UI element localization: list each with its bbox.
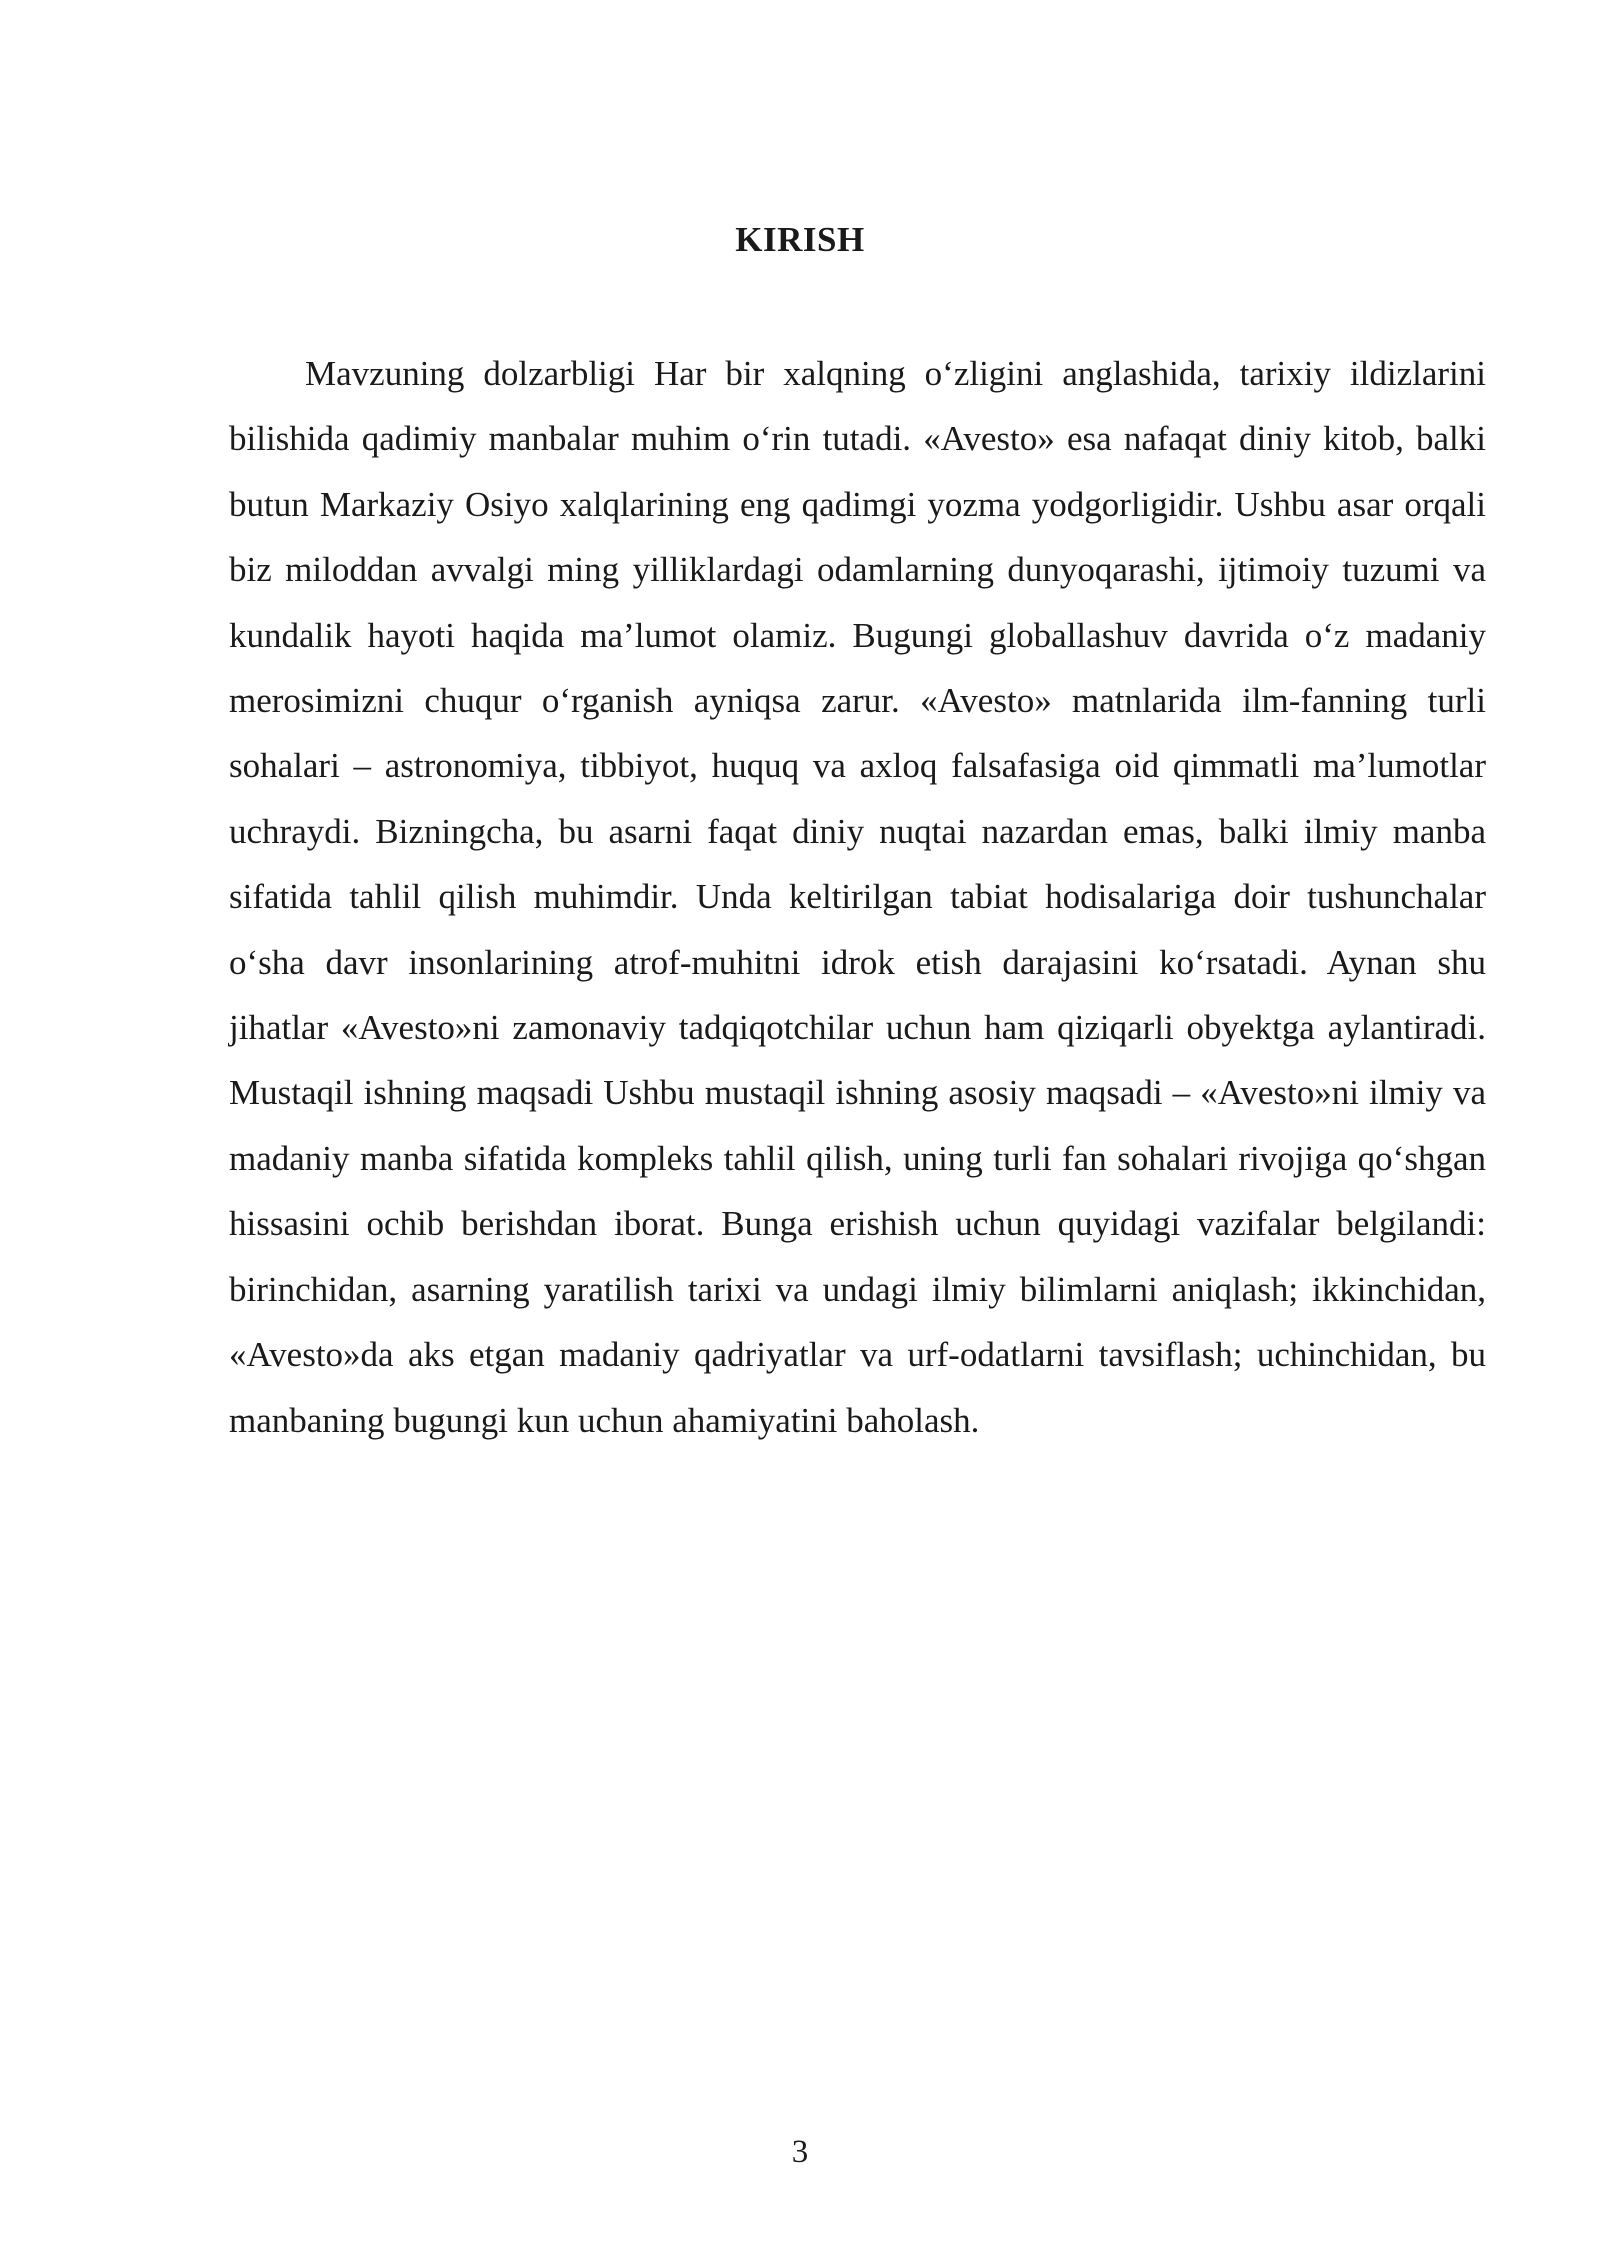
body-paragraph: Mavzuning dolzarbligi Har bir xalqning o‘zligini anglashida, tarixiy ildizlarini bilishida qadimiy manbalar muhim o‘rin tutadi. «Avesto» esa nafaqat diniy kitob, balki butun Markaziy Osiyo xalqlarining eng qadimgi yozma yodgorligidir. Ushbu asar orqali biz miloddan avvalgi ming yilliklardagi odamlarning dunyoqarashi, ijtimoiy tuzumi va kundalik hayoti haqida ma’lumot olamiz. Bugungi globallashuv davrida o‘z madaniy merosimizni chuqur o‘rganish ayniqsa zarur. «Avesto» matnlarida ilm-fanning turli sohalari – astronomiya, tibbiyot, huquq va axloq falsafasiga oid qimmatli ma’lumotlar uchraydi. Bizningcha, bu asarni faqat diniy nuqtai nazardan emas, balki ilmiy manba sifatida tahlil qilish muhimdir. Unda keltirilgan tabiat hodisalariga doir tushunchalar o‘sha davr insonlarining atrof-muhitni idrok etish darajasini ko‘rsatadi. Aynan shu jihatlar «Avesto»ni zamonaviy tadqiqotchilar uchun ham qiziqarli obyektga aylantiradi. Mustaqil ishning maqsadi Ushbu mustaqil ishning asosiy maqsadi – «Avesto»ni ilmiy va madaniy manba sifatida kompleks tahlil qilish, uning turli fan sohalari rivojiga qo‘shgan hissasini ochib berishdan iborat. Bunga erishish uchun quyidagi vazifalar belgilandi: birinchidan, asarning yaratilish tarixi va undagi ilmiy bilimlarni aniqlash; ikkinchidan, «Avesto»da aks etgan madaniy qadriyatlar va urf-odatlarni tavsiflash; uchinchidan, bu manbaning bugungi kun uchun ahamiyatini baholash. [229,354,1486,1440]
page-title: KIRISH [735,220,865,259]
page-number: 3 [791,2134,809,2170]
